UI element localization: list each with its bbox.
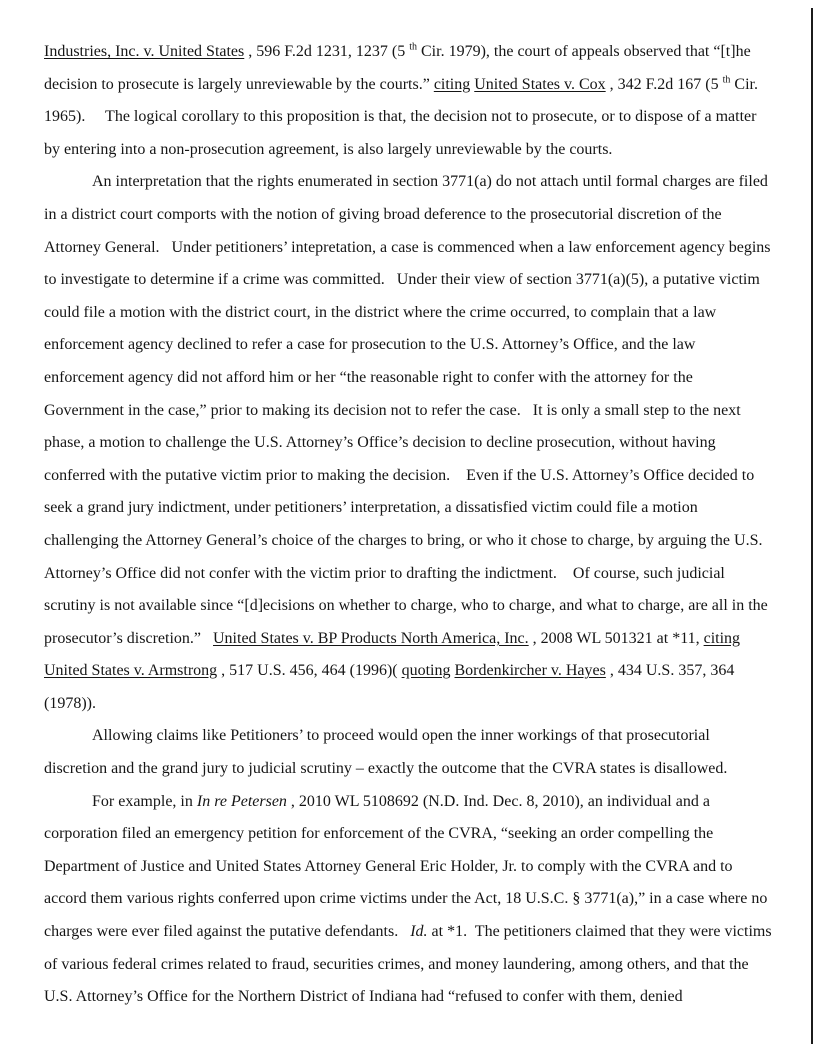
citation-text: quoting: [401, 662, 451, 680]
text-run: [740, 630, 744, 647]
text-run: , 517 U.S. 456, 464 (1996)(: [217, 662, 402, 680]
text-run: , 2010 WL 5108692 (N.D. Ind. Dec. 8, 2010), an individual and a corporation filed an emergency petition for enforcement of the CVRA, “seeking an order compelling the Department of Justice and United States Attorney General Eric Holder, Jr. to comply with the CVRA and to accord them various rights conferred upon crime victims under the Act, 18 U.S.C. § 3771(a),” in a case where no charges were ever filed against the putative defendants.: [44, 792, 772, 941]
text-run: , 596 F.2d 1231, 1237 (5: [244, 43, 410, 60]
citation-text: United States v. Cox: [474, 75, 606, 93]
ordinal-superscript: th: [722, 74, 731, 86]
text-run: , 342 F.2d 167 (5: [605, 75, 723, 93]
text-run: at *1. The petitioners claimed that they were victims of various federal crimes related to fraud, securities crimes, and money laundering, among others, and that the U.S. Attorney’s Office for the Northern District of Indiana had “refused to confer with them, denied: [44, 923, 776, 1006]
page-edge-artifact: [811, 8, 813, 1044]
citation-text: Bordenkircher v. Hayes: [454, 662, 606, 680]
text-run: Allowing claims like Petitioners’ to proceed would open the inner workings of that prosecutorial discretion and the grand jury to judicial scrutiny – exactly the outcome that the CVRA states is disallowed.: [44, 727, 728, 778]
citation-text: United States v. BP Products North America, Inc.: [213, 629, 529, 647]
paragraph: [44, 720, 772, 785]
text-run: For example, in: [92, 792, 197, 810]
text-run: Cir. 1979), the court of appeals observed that “[t]he decision to prosecute is largely unreviewable by the courts.”: [44, 43, 755, 93]
citation-text: Industries, Inc. v. United States: [44, 43, 245, 60]
paragraph: [44, 36, 772, 166]
citation-text: citing: [703, 629, 741, 647]
document-body: [44, 36, 776, 1014]
citation-text: citing: [433, 75, 471, 93]
citation-text: United States v. Armstrong: [44, 662, 218, 680]
italic-text: In re Petersen: [196, 792, 287, 810]
italic-text: Id.: [410, 923, 428, 941]
paragraph: [44, 166, 775, 720]
text-run: An interpretation that the rights enumerated in section 3771(a) do not attach until formal charges are filed in a district court comports with the notion of giving broad deference to the prosecutorial discretion of the Attorney General. Under petitioners’ intepretation, a case is commenced when a law enforcement agency begins to investigate to determine if a crime was committed. Under their view of section 3771(a)(5), a putative victim could file a motion with the district court, in the district where the crime occurred, to complain that a law enforcement agency declined to refer a case for prosecution to the U.S. Attorney’s Office, and the law enforcement agency did not afford him or her “the reasonable right to confer with the attorney for the Government in the case,” prior to making its decision not to refer the case. It is only a small step to the next phase, a motion to challenge the U.S. Attorney’s Office’s decision to decline prosecution, without having conferred with the putative victim prior to making the decision. Even if the U.S. Attorney’s Office decided to seek a grand jury indictment, under petitioners’ interpretation, a dissatisfied victim could file a motion challenging the Attorney General’s choice of the charges to bring, or who it chose to charge, by arguing the U.S. Attorney’s Office did not confer with the victim prior to drafting the indictment. Of course, such judicial scrutiny is not available since “[d]ecisions on whether to charge, who to charge, and what to charge, are all in the prosecutor’s discretion.”: [44, 173, 775, 647]
text-run: , 2008 WL 501321 at *11,: [528, 629, 704, 647]
ordinal-superscript: th: [409, 41, 417, 53]
text-run: , 434 U.S. 357, 364 (1978)).: [44, 662, 739, 712]
paragraph: [44, 786, 776, 1014]
text-run: Cir. 1965). The logical corollary to this proposition is that, the decision not to prosecute, or to dispose of a matter by entering into a non-prosecution agreement, is also largely unreviewable by the courts.: [44, 75, 762, 158]
